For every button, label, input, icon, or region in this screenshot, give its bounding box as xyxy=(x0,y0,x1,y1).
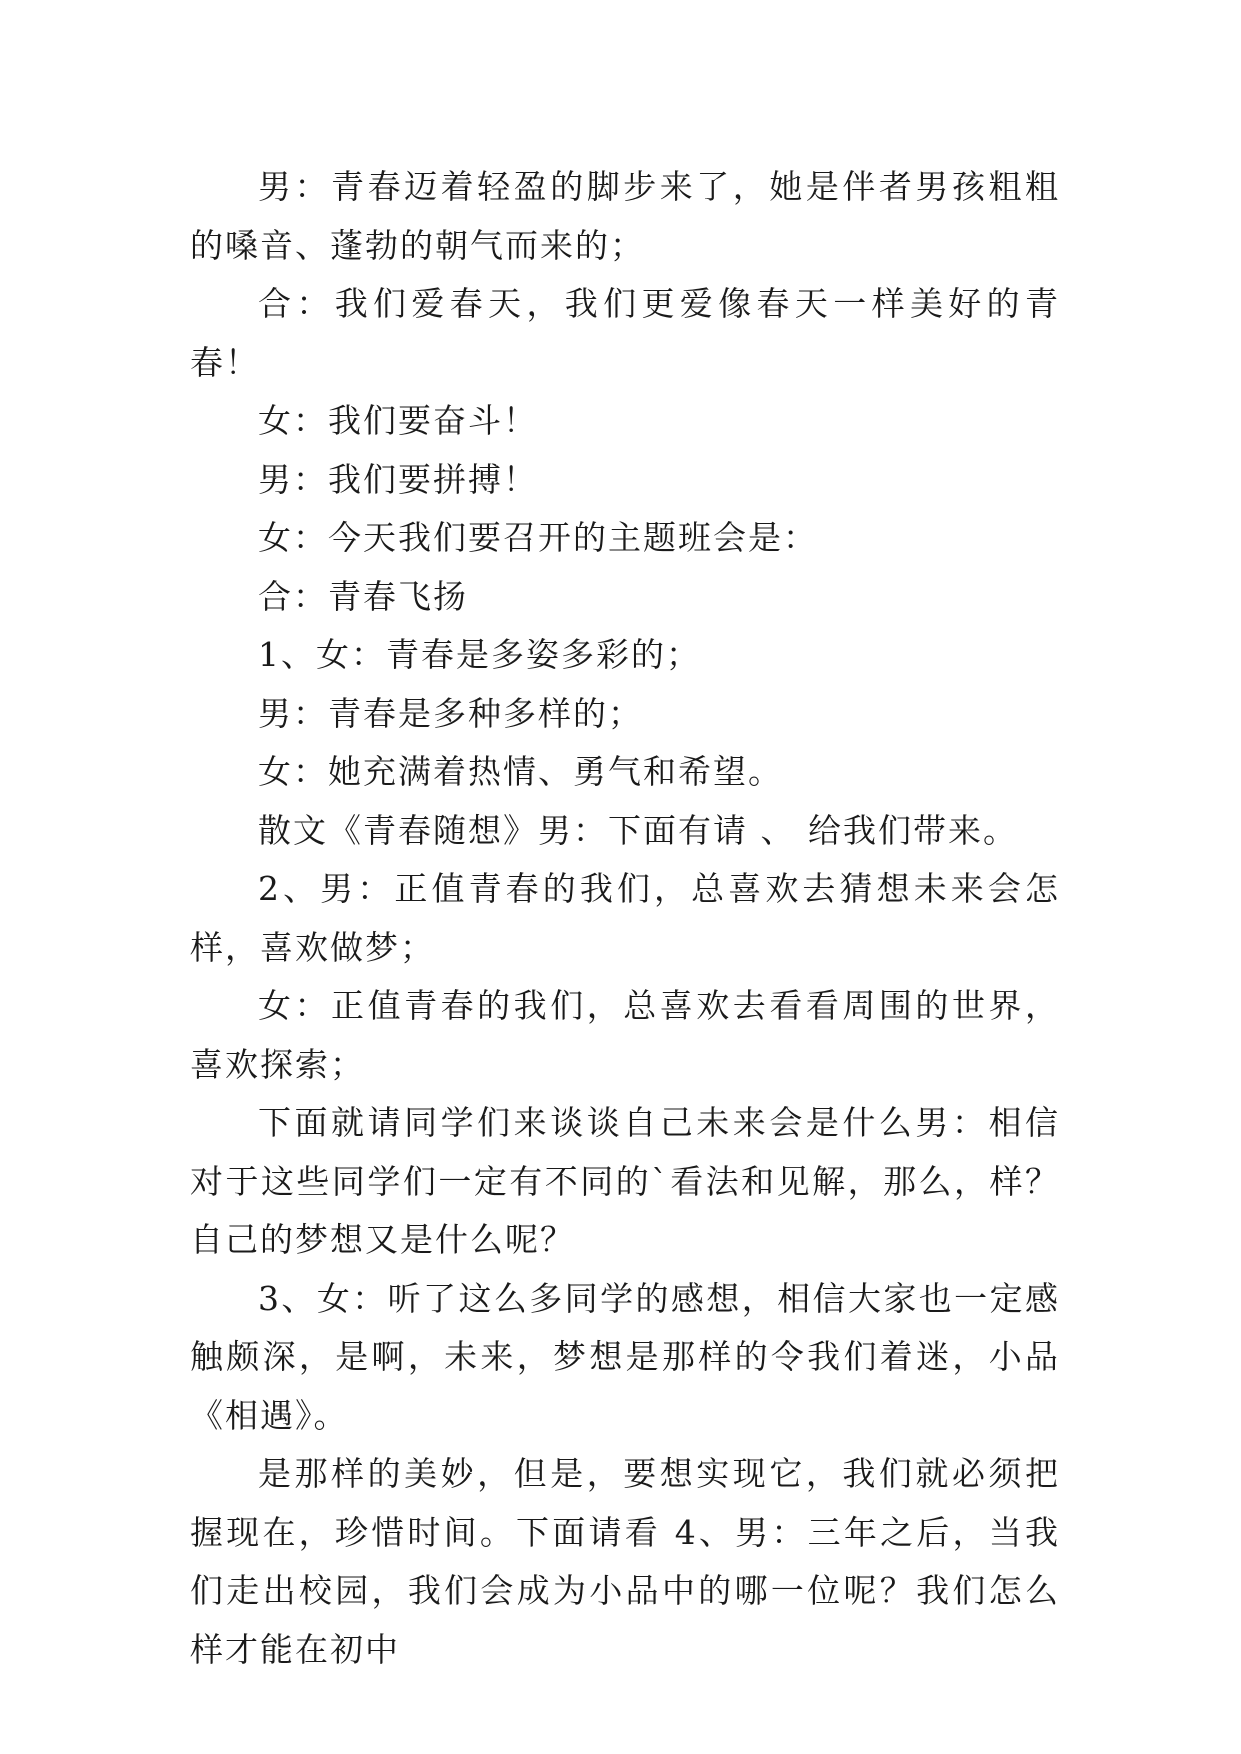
paragraph-3: 女：我们要奋斗！ xyxy=(258,401,538,440)
paragraph-10: 散文《青春随想》男：下面有请 、 给我们带来。 xyxy=(258,810,1018,850)
paragraph-11: 2、男：正值青春的我们，总喜欢去猜想未来会怎样，喜欢做梦； xyxy=(190,869,1060,967)
paragraph-2: 合：我们爱春天，我们更爱像春天一样美好的青春！ xyxy=(190,284,1060,382)
paragraph-6: 合：青春飞扬 xyxy=(258,576,468,616)
paragraph-4: 男：我们要拼搏！ xyxy=(258,459,538,499)
paragraph-15: 是那样的美妙，但是，要想实现它，我们就必须把握现在，珍惜时间。下面请看 4、男：三年之后，当我们走出校园，我们会成为小品中的哪一位呢？我们怎么样才能在初中 xyxy=(190,1454,1060,1669)
document-body xyxy=(190,158,1060,1679)
paragraph-1: 男：青春迈着轻盈的脚步来了，她是伴者男孩粗粗的嗓音、蓬勃的朝气而来的； xyxy=(190,167,1060,265)
paragraph-13: 下面就请同学们来谈谈自己未来会是什么男：相信对于这些同学们一定有不同的`看法和见解，那么，样？自己的梦想又是什么呢？ xyxy=(190,1103,1060,1259)
paragraph-8: 男：青春是多种多样的； xyxy=(258,693,643,733)
paragraph-14: 3、女：听了这么多同学的感想，相信大家也一定感触颇深，是啊，未来，梦想是那样的令我们着迷，小品《相遇》。 xyxy=(190,1278,1060,1435)
paragraph-5: 女：今天我们要召开的主题班会是： xyxy=(258,518,818,557)
paragraph-7: 1、女：青春是多姿多彩的； xyxy=(258,635,701,674)
paragraph-12: 女：正值青春的我们，总喜欢去看看周围的世界，喜欢探索； xyxy=(190,986,1060,1084)
paragraph-9: 女：她充满着热情、勇气和希望。 xyxy=(258,752,783,791)
